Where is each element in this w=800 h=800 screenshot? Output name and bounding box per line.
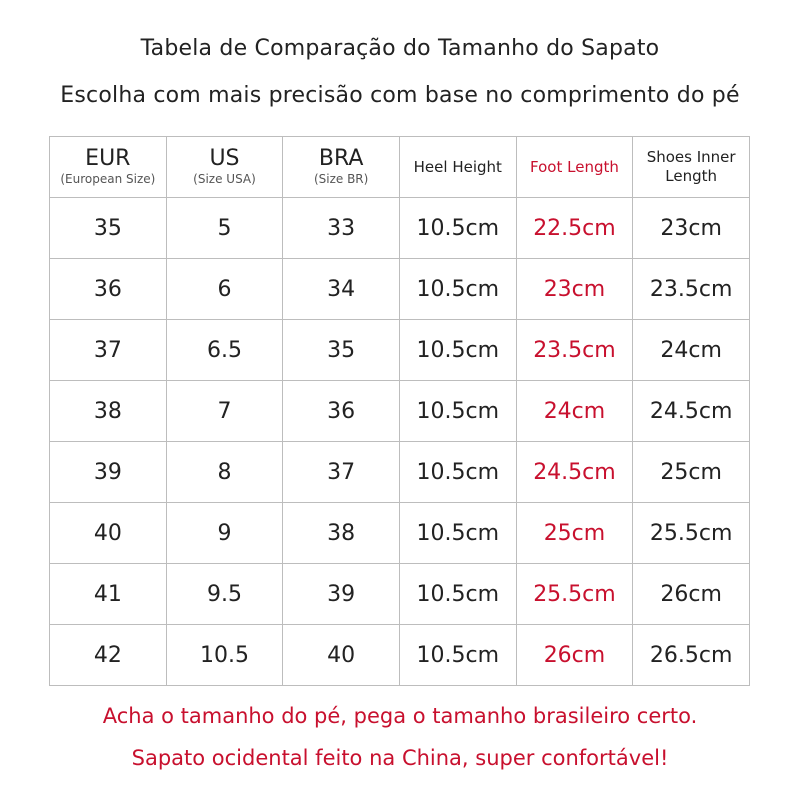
cell-heel-height: 10.5cm — [399, 320, 516, 381]
cell-foot-length: 23.5cm — [516, 320, 633, 381]
cell-foot-length: 22.5cm — [516, 198, 633, 259]
cell-foot-length: 24.5cm — [516, 442, 633, 503]
cell-bra: 37 — [283, 442, 400, 503]
cell-foot-length: 25cm — [516, 503, 633, 564]
cell-foot-length: 26cm — [516, 625, 633, 686]
cell-inner-length: 25cm — [633, 442, 750, 503]
footer-note-1: Acha o tamanho do pé, pega o tamanho brasileiro certo. — [102, 704, 698, 728]
header-us-sublabel: (Size USA) — [193, 172, 256, 186]
table-row — [50, 442, 750, 503]
cell-bra: 34 — [283, 259, 400, 320]
cell-eur: 42 — [50, 625, 167, 686]
cell-inner-length: 24.5cm — [633, 381, 750, 442]
cell-eur: 40 — [50, 503, 167, 564]
cell-foot-length: 23cm — [516, 259, 633, 320]
cell-us: 9.5 — [166, 564, 283, 625]
table-body — [50, 198, 750, 686]
header-heel-height — [399, 137, 516, 198]
cell-eur: 36 — [50, 259, 167, 320]
cell-heel-height: 10.5cm — [399, 503, 516, 564]
cell-inner-length: 26.5cm — [633, 625, 750, 686]
cell-foot-length: 25.5cm — [516, 564, 633, 625]
cell-bra: 40 — [283, 625, 400, 686]
header-inner-length-label: Shoes Inner Length — [646, 148, 736, 185]
cell-eur: 39 — [50, 442, 167, 503]
cell-foot-length: 24cm — [516, 381, 633, 442]
cell-heel-height: 10.5cm — [399, 442, 516, 503]
table-row — [50, 320, 750, 381]
cell-us: 5 — [166, 198, 283, 259]
table-row — [50, 564, 750, 625]
cell-inner-length: 23.5cm — [633, 259, 750, 320]
cell-eur: 41 — [50, 564, 167, 625]
cell-eur: 35 — [50, 198, 167, 259]
cell-inner-length: 23cm — [633, 198, 750, 259]
header-us — [166, 137, 283, 198]
page-title: Tabela de Comparação do Tamanho do Sapato — [140, 36, 660, 61]
cell-inner-length: 24cm — [633, 320, 750, 381]
table-row — [50, 198, 750, 259]
footer-note-2: Sapato ocidental feito na China, super confortável! — [131, 746, 669, 770]
table-header-row — [50, 137, 750, 198]
header-foot-length — [516, 137, 633, 198]
table-row — [50, 625, 750, 686]
header-eur-sublabel: (European Size) — [60, 172, 156, 186]
cell-eur: 37 — [50, 320, 167, 381]
cell-us: 6.5 — [166, 320, 283, 381]
cell-us: 7 — [166, 381, 283, 442]
cell-bra: 33 — [283, 198, 400, 259]
cell-inner-length: 25.5cm — [633, 503, 750, 564]
cell-heel-height: 10.5cm — [399, 381, 516, 442]
size-comparison-table — [49, 136, 750, 686]
header-heel-height-label: Heel Height — [413, 157, 502, 176]
table-row — [50, 503, 750, 564]
cell-us: 9 — [166, 503, 283, 564]
cell-heel-height: 10.5cm — [399, 625, 516, 686]
cell-bra: 38 — [283, 503, 400, 564]
header-bra-sublabel: (Size BR) — [313, 172, 369, 186]
table-row — [50, 259, 750, 320]
cell-bra: 36 — [283, 381, 400, 442]
cell-us: 10.5 — [166, 625, 283, 686]
table-row — [50, 381, 750, 442]
header-eur — [50, 137, 167, 198]
cell-bra: 35 — [283, 320, 400, 381]
cell-heel-height: 10.5cm — [399, 198, 516, 259]
header-us-label: US — [209, 146, 240, 171]
header-inner-length — [633, 137, 750, 198]
header-eur-label: EUR — [85, 146, 131, 171]
cell-inner-length: 26cm — [633, 564, 750, 625]
cell-heel-height: 10.5cm — [399, 259, 516, 320]
cell-us: 8 — [166, 442, 283, 503]
cell-eur: 38 — [50, 381, 167, 442]
page-subtitle: Escolha com mais precisão com base no comprimento do pé — [60, 83, 740, 108]
cell-us: 6 — [166, 259, 283, 320]
header-bra — [283, 137, 400, 198]
cell-bra: 39 — [283, 564, 400, 625]
header-bra-label: BRA — [318, 146, 364, 171]
cell-heel-height: 10.5cm — [399, 564, 516, 625]
header-foot-length-label: Foot Length — [530, 157, 619, 176]
